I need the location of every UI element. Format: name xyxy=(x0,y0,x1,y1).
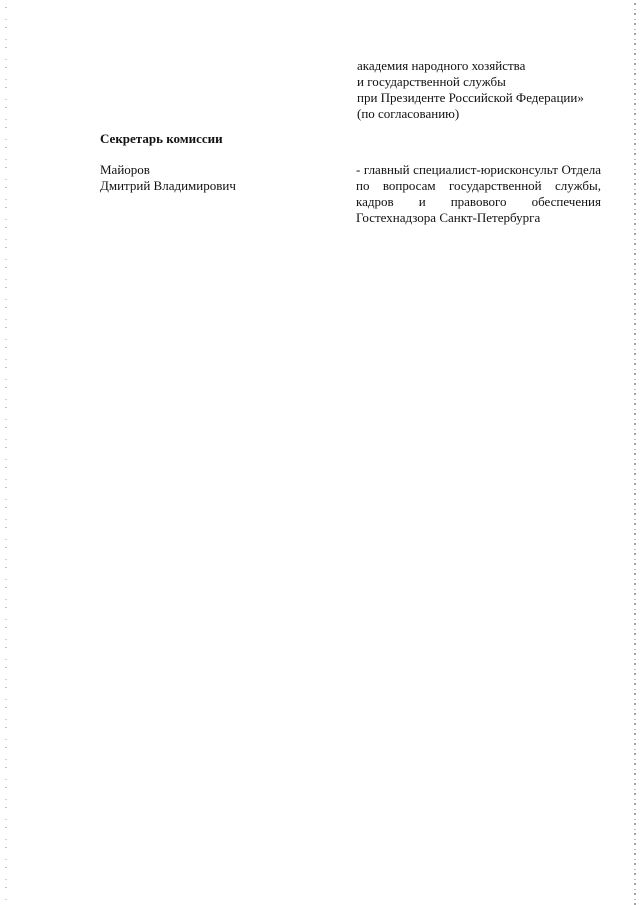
continuation-line-4: (по согласованию) xyxy=(357,106,460,121)
secretary-surname: Майоров xyxy=(100,162,150,177)
secretary-position xyxy=(356,162,601,226)
scan-edge-right xyxy=(634,0,636,905)
scan-edge-left xyxy=(5,0,7,905)
secretary-name xyxy=(100,162,320,194)
position-line-2: по вопросам государственной службы, xyxy=(356,178,601,193)
secretary-heading: Секретарь комиссии xyxy=(100,131,223,146)
secretary-given-names: Дмитрий Владимирович xyxy=(100,178,236,193)
position-line-4: Гостехнадзора Санкт-Петербурга xyxy=(356,210,541,225)
position-line-1: - главный специалист-юрисконсульт Отдела xyxy=(356,162,601,177)
organization-continuation xyxy=(357,58,617,122)
continuation-line-2: и государственной службы xyxy=(357,74,506,89)
continuation-line-3: при Президенте Российской Федерации» xyxy=(357,90,584,105)
position-line-3: кадров и правового обеспечения xyxy=(356,194,601,209)
continuation-line-1: академия народного хозяйства xyxy=(357,58,526,73)
